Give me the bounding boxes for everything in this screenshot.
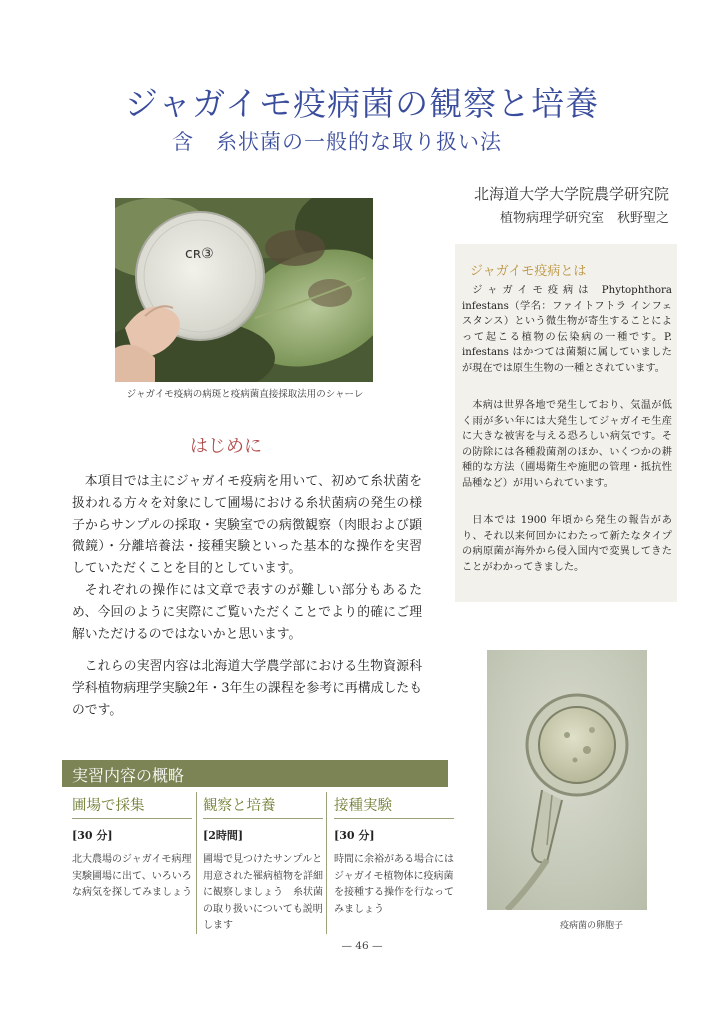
column-title: 圃場で採集 (72, 794, 192, 819)
page-number: — 46 — (341, 940, 383, 952)
intro-heading: はじめに (190, 436, 262, 457)
intro-paragraph-3: これらの実習内容は北海道大学農学部における生物資源科学科植物病理学実験2年・3年生の課程を参考に再構成したものです。 (72, 659, 422, 718)
overview-title: 実習内容の概略 (72, 766, 185, 785)
column-divider (326, 792, 327, 934)
intro-paragraph-2: それぞれの操作には文章で表すのが難しい部分もあるため、今回のように実際にご覧いただくことでより的確にご理解いただけるのではないかと思います。 (72, 583, 422, 642)
overview-column-observation (203, 794, 323, 935)
overview-column-inoculation (334, 794, 454, 918)
sidebar-paragraph-2: 本病は世界各地で発生しており、気温が低く雨が多い年には大発生してジャガイモ生産に大きな被害を与える恐ろしい病気です。その防除には各種殺菌剤のほか、いくつかの耕種的な方法（圃場衛生や施肥の管理・抵抗性品種など）が用いられています。 (462, 400, 672, 489)
petri-dish-photo (115, 198, 373, 382)
dish-handwritten-label: ᴄʀ③ (185, 246, 214, 262)
affiliation: 北海道大学大学院農学研究院 (473, 185, 669, 203)
sidebar-paragraph-1: ジャガイモ疫病は Phytophthora infestans（学名：ファイトフトラ インフェスタンス）という微生物が寄生することによって起こる植物の伝染病の一種です。P. infestans はかつては菌類に属していましたが現在では原生生物の一種とされています。 (462, 285, 672, 374)
column-duration: [2時間] (203, 829, 244, 842)
column-duration: [30 分] (72, 829, 113, 842)
column-body: 北大農場のジャガイモ病理実験圃場に出て、いろいろな病気を探してみましょう (72, 854, 192, 898)
author: 植物病理学研究室 秋野聖之 (499, 211, 669, 226)
sidebar-heading: ジャガイモ疫病とは (470, 264, 587, 279)
figure1-caption: ジャガイモ疫病の病斑と疫病菌直接採取法用のシャーレ (126, 389, 364, 400)
page-subtitle: 含 糸状菌の一般的な取り扱い法 (172, 130, 502, 154)
column-title: 観察と培養 (203, 794, 323, 819)
column-body: 時間に余裕がある場合にはジャガイモ植物体に疫病菌を接種する操作を行なってみましょう (334, 854, 454, 915)
column-title: 接種実験 (334, 794, 454, 819)
oospore-micrograph (487, 650, 647, 910)
intro-paragraph-1: 本項目では主にジャガイモ疫病を用いて、初めて糸状菌を扱われる方々を対象にして圃場における糸状菌病の発生の様子からサンプルの採取・実験室での病徴観察（肉眼および顕微鏡）・分離培養法・接種実験といった基本的な操作を実習していただくことを目的としています。 (72, 474, 422, 577)
overview-column-field (72, 794, 192, 902)
column-divider (196, 792, 197, 934)
page-title: ジャガイモ疫病菌の観察と培養 (124, 84, 600, 123)
column-duration: [30 分] (334, 829, 375, 842)
sidebar-paragraph-3: 日本では 1900 年頃から発生の報告があり、それ以来何回かにわたって新たなタイプの病原菌が海外から侵入国内で変異してきたことがわかってきました。 (462, 515, 672, 573)
column-body: 圃場で見つけたサンプルと用意された罹病植物を詳細に観察しましょう 糸状菌の取り扱いについても説明します (203, 854, 323, 931)
figure2-caption: 疫病菌の卵胞子 (560, 921, 624, 931)
